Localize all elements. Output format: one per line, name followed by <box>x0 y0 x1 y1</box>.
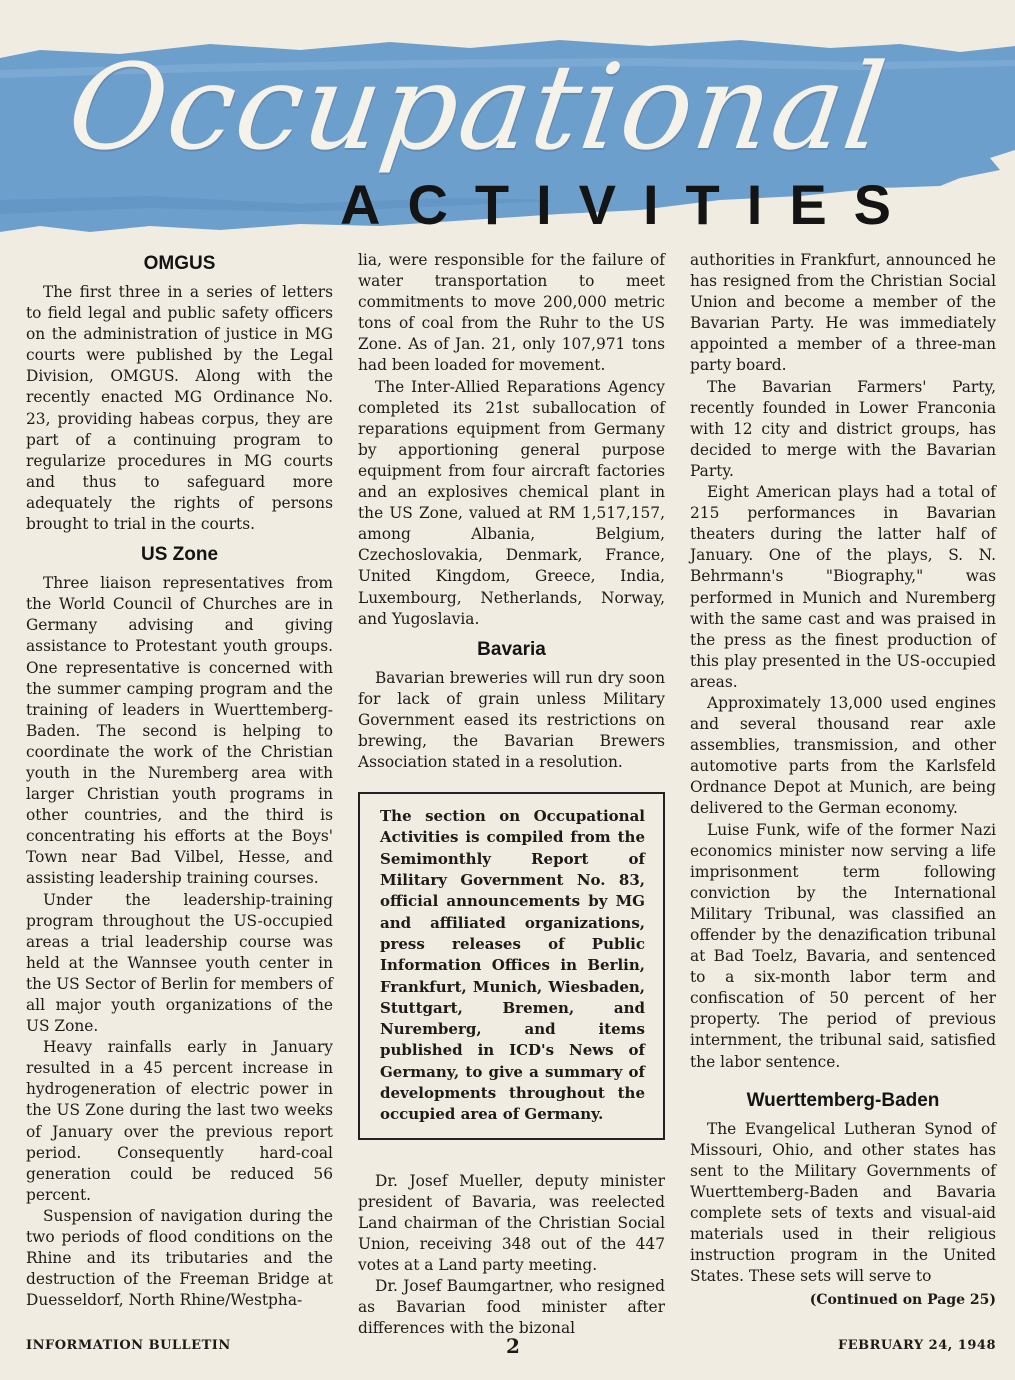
notice-box: The section on Occupational Activities is compiled from the Semimonthly Report of Military Government No. 83, official announcements by MG and affiliated organizations, press releases of Public Information Offices in Berlin, Frankfurt, Munich, Wiesbaden, Stuttgart, Bremen, and Nuremberg, and items published in ICD's News of Germany, to give a summary of developments throughout the occupied area of Germany. <box>358 792 665 1139</box>
paragraph: Under the leadership-training program throughout the US-occupied areas a trial leadership course was held at the Wannsee youth center in the US Sector of Berlin for members of all major youth organizations of the US Zone. <box>26 890 333 1036</box>
issue-date: FEBRUARY 24, 1948 <box>838 1338 996 1353</box>
paragraph: The first three in a series of letters to field legal and public safety officers on the administration of justice in MG courts were published by the Legal Division, OMGUS. Along with the recently enacted MG Ordinance No. 23, providing habeas corpus, they are part of a continuing program to regularize procedures in MG courts and thus to safeguard more adequately the rights of persons brought to trial in the courts. <box>26 283 333 534</box>
paragraph: Bavarian breweries will run dry soon for lack of grain unless Military Government eased its restrictions on brewing, the Bavarian Brewers Association stated in a resolution. <box>358 668 665 772</box>
section-heading-bavaria: Bavaria <box>477 638 546 660</box>
paragraph: lia, were responsible for the failure of water transportation to meet commitments to move 200,000 metric tons of coal from the Ruhr to the US Zone. As of Jan. 21, only 107,971 tons had been loaded for movement. <box>358 251 665 375</box>
column-2 <box>358 250 665 1339</box>
column-3 <box>690 250 996 1312</box>
paragraph: authorities in Frankfurt, announced he has resigned from the Christian Social Union and become a member of the Bavarian Party. He was immediately appointed a member of a three-man party board. <box>690 251 996 375</box>
title-banner <box>0 0 1015 250</box>
section-heading-omgus: OMGUS <box>143 253 216 274</box>
script-title: Occupational <box>60 38 895 176</box>
paragraph: Heavy rainfalls early in January resulted in a 45 percent increase in hydrogeneration of electric power in the US Zone during the last two weeks of January over the previous report period. Consequently hard-coal generation could be reduced 56 percent. <box>26 1038 333 1204</box>
paragraph: Three liaison representatives from the World Council of Churches are in Germany advising and giving assistance to Protestant youth groups. One representative is concerned with the summer camping program and the training of leaders in Wuerttemberg-Baden. The second is helping to coordinate the work of the Christian youth in the Nuremberg area with larger Christian youth programs in other countries, and the third is concentrating his efforts at the Boys' Town near Bad Vilbel, Hesse, and assisting leadership training courses. <box>26 574 333 888</box>
paragraph: The Inter-Allied Reparations Agency completed its 21st suballocation of reparations equipment from Germany by apportioning general purpose equipment from four aircraft factories and an explosives chemical plant in the US Zone, valued at RM 1,517,157, among Albania, Belgium, Czechoslovakia, Denmark, France, United Kingdom, Greece, India, Luxembourg, Netherlands, Norway, and Yugoslavia. <box>358 377 665 628</box>
section-heading-wuerttemberg-baden: Wuerttemberg-Baden <box>746 1089 940 1111</box>
paragraph: Luise Funk, wife of the former Nazi economics minister now serving a life imprisonment term following conviction by the International Military Tribunal, was classified an offender by the denazification tribunal at Bad Toelz, Bavaria, and sentenced to a six-month labor term and confiscation of 50 percent of her property. The period of previous internment, the tribunal said, satisfied the labor sentence. <box>690 820 996 1071</box>
continued-note: (Continued on Page 25) <box>809 1292 996 1309</box>
paragraph: The Evangelical Lutheran Synod of Missouri, Ohio, and other states has sent to the Military Governments of Wuerttemberg-Baden and Bavaria complete sets of texts and visual-aid materials used in their religious instruction program in the United States. These sets will serve to <box>690 1119 996 1286</box>
paragraph: The Bavarian Farmers' Party, recently founded in Lower Franconia with 12 city and district groups, has decided to merge with the Bavarian Party. <box>690 377 996 480</box>
paragraph: Dr. Josef Mueller, deputy minister president of Bavaria, was reelected Land chairman of the Christian Social Union, receiving 348 out of the 447 votes at a Land party meeting. <box>358 1171 665 1274</box>
publication-name: INFORMATION BULLETIN <box>26 1338 231 1353</box>
paragraph: Suspension of navigation during the two periods of flood conditions on the Rhine and its tributaries and the destruction of the Freeman Bridge at Duesseldorf, North Rhine/Westpha- <box>26 1206 333 1310</box>
page-number: 2 <box>506 1334 521 1358</box>
page-footer <box>26 1336 996 1360</box>
column-1 <box>26 250 333 1311</box>
paragraph: Dr. Josef Baumgartner, who resigned as Bavarian food minister after differences with the bizonal <box>358 1277 665 1338</box>
paragraph: Eight American plays had a total of 215 performances in Bavarian theaters during the latter half of January. One of the plays, S. N. Behrmann's "Biography," was performed in Munich and Nuremberg with the same cast and was praised in the press as the finest production of this play presented in the US-occupied areas. <box>690 483 996 691</box>
block-title: ACTIVITIES <box>340 173 919 236</box>
paragraph: Approximately 13,000 used engines and several thousand rear axle assemblies, transmission, and other automotive parts from the Karlsfeld Ordnance Depot at Munich, are being delivered to the German economy. <box>690 693 996 818</box>
section-heading-us-zone: US Zone <box>140 544 219 566</box>
